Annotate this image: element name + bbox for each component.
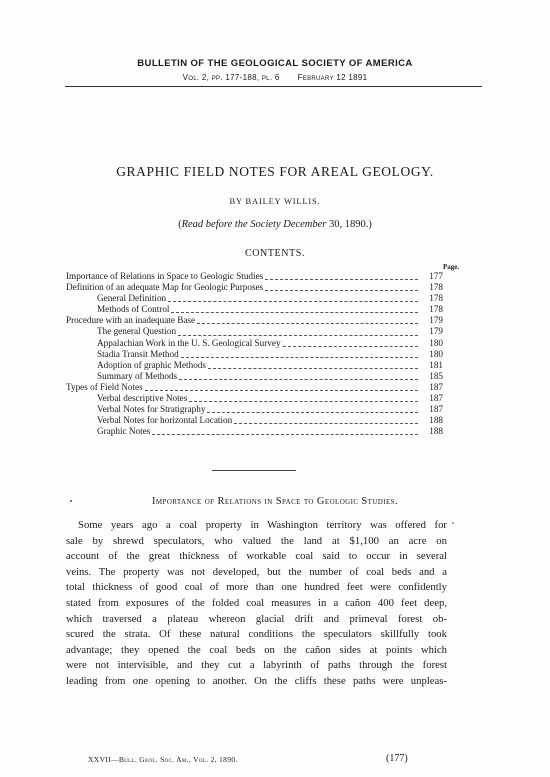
table-of-contents — [66, 271, 443, 437]
toc-entry-label: General Definition — [97, 293, 167, 304]
toc-entry-label: Graphic Notes — [97, 426, 151, 437]
section-separator — [212, 470, 296, 471]
toc-entry — [66, 326, 443, 337]
section-heading — [0, 496, 550, 507]
toc-entry-label: Verbal Notes for horizontal Location — [97, 415, 233, 426]
publication-date: February 12 1891 — [297, 73, 368, 82]
read-note-italic: Read before the Society December — [181, 219, 327, 230]
toc-entry-label: Stadia Transit Method — [97, 348, 179, 359]
signature-footer: XXVII—Bull. Geol. Soc. Am., Vol. 2, 1890. — [88, 755, 238, 764]
toc-entry — [66, 426, 443, 437]
body-text — [66, 518, 447, 690]
toc-entry-label: Appalachian Work in the U. S. Geological Survey — [97, 337, 281, 348]
toc-entry-label: Verbal descriptive Notes — [97, 393, 188, 404]
toc-entry — [66, 271, 443, 282]
article-title: GRAPHIC FIELD NOTES FOR AREAL GEOLOGY. — [116, 164, 434, 179]
body-line: Some years ago a coal property in Washington territory was offered for — [78, 519, 447, 531]
body-line: veins. The property was not developed, but the number of coal beds and a — [66, 565, 447, 578]
volume-pages: Vol. 2, pp. 177-188, pl. 6 — [182, 73, 280, 82]
toc-leader — [283, 346, 418, 347]
margin-speck — [70, 500, 72, 502]
toc-leader — [189, 401, 418, 402]
toc-entry-page: 185 — [429, 370, 443, 381]
toc-entry — [66, 415, 443, 426]
toc-entry-page: 187 — [429, 404, 443, 415]
body-line: stated from exposures of the folded coal measures in a cañon 400 feet deep, — [66, 596, 447, 609]
toc-entry-label: Adoption of graphic Methods — [97, 359, 206, 370]
section-heading-text: Importance of Relations in Space to Geologic Studies. — [152, 496, 398, 507]
toc-leader — [168, 301, 418, 302]
toc-entry — [66, 371, 443, 382]
toc-entry-label: Definition of an adequate Map for Geologic Purposes — [66, 282, 264, 293]
toc-entry — [66, 315, 443, 326]
toc-entry-page: 187 — [429, 393, 443, 404]
toc-leader — [265, 290, 418, 291]
body-line: were not intervisible, and they cut a labyrinth of paths through the forest — [66, 659, 447, 672]
body-line: account of the great thickness of workable coal said to occur in several — [66, 550, 447, 563]
toc-entry — [66, 404, 443, 415]
toc-entry — [66, 360, 443, 371]
body-line: sale by shrewd speculators, who valued the land at $1,100 an acre on — [66, 534, 447, 547]
toc-leader — [265, 279, 418, 280]
toc-entry-label: The general Question — [97, 326, 177, 337]
toc-leader — [145, 390, 418, 391]
body-line: leading from one opening to another. On the cliffs these paths were unpleas- — [66, 674, 447, 687]
toc-entry-label: Methods of Control — [97, 304, 170, 315]
toc-entry-page: 178 — [429, 304, 443, 315]
contents-heading: CONTENTS. — [244, 248, 306, 259]
contents-page-label: Page. — [443, 263, 460, 271]
toc-entry-page: 179 — [429, 326, 443, 337]
toc-entry-label: Types of Field Notes — [66, 381, 143, 392]
toc-entry-page: 188 — [429, 426, 443, 437]
body-line: scured the strata. Of these natural conditions the speculators skillfully took — [66, 628, 447, 641]
article-author: BY BAILEY WILLIS. — [229, 196, 321, 206]
toc-entry-page: 187 — [429, 381, 443, 392]
read-note-date: 30, 1890. — [326, 219, 369, 230]
toc-entry — [66, 393, 443, 404]
body-line: total thickness of good coal of more than one hundred feet were confidently — [66, 581, 447, 594]
toc-leader — [171, 312, 418, 313]
toc-entry-page: 178 — [429, 282, 443, 293]
toc-entry-label: Summary of Methods — [97, 370, 178, 381]
header-rule — [65, 86, 482, 87]
toc-entry-page: 181 — [429, 359, 443, 370]
body-line: which traversed a plateau whereon glacial drift and primeval forest ob- — [66, 612, 447, 625]
toc-entry-page: 180 — [429, 337, 443, 348]
toc-entry-page: 179 — [429, 315, 443, 326]
toc-entry — [66, 382, 443, 393]
toc-entry — [66, 282, 443, 293]
toc-entry-page: 177 — [429, 271, 443, 281]
toc-entry-page: 188 — [429, 415, 443, 426]
toc-leader — [152, 434, 418, 435]
read-note: (Read before the Society December 30, 1890.) — [178, 219, 372, 230]
toc-entry — [66, 304, 443, 315]
toc-entry — [66, 349, 443, 360]
toc-entry-page: 178 — [429, 293, 443, 304]
toc-leader — [178, 335, 418, 336]
toc-entry-page: 180 — [429, 348, 443, 359]
toc-entry — [66, 293, 443, 304]
print-speck — [452, 522, 454, 524]
toc-leader — [181, 357, 418, 358]
toc-entry-label: Procedure with an inadequate Base — [66, 315, 196, 326]
journal-title: BULLETIN OF THE GEOLOGICAL SOCIETY OF AMERICA — [137, 58, 413, 69]
page-number: (177) — [386, 753, 408, 764]
toc-leader — [208, 368, 418, 369]
toc-entry — [66, 338, 443, 349]
toc-leader — [179, 379, 418, 380]
toc-entry-label: Verbal Notes for Stratigraphy — [97, 404, 206, 415]
journal-subheader — [0, 73, 550, 82]
toc-leader — [234, 423, 418, 424]
toc-entry-label: Importance of Relations in Space to Geologic Studies — [66, 271, 264, 281]
toc-leader — [207, 412, 418, 413]
body-line: advantage; they opened the coal beds on the cañon sides at points which — [66, 643, 447, 656]
toc-leader — [197, 323, 418, 324]
